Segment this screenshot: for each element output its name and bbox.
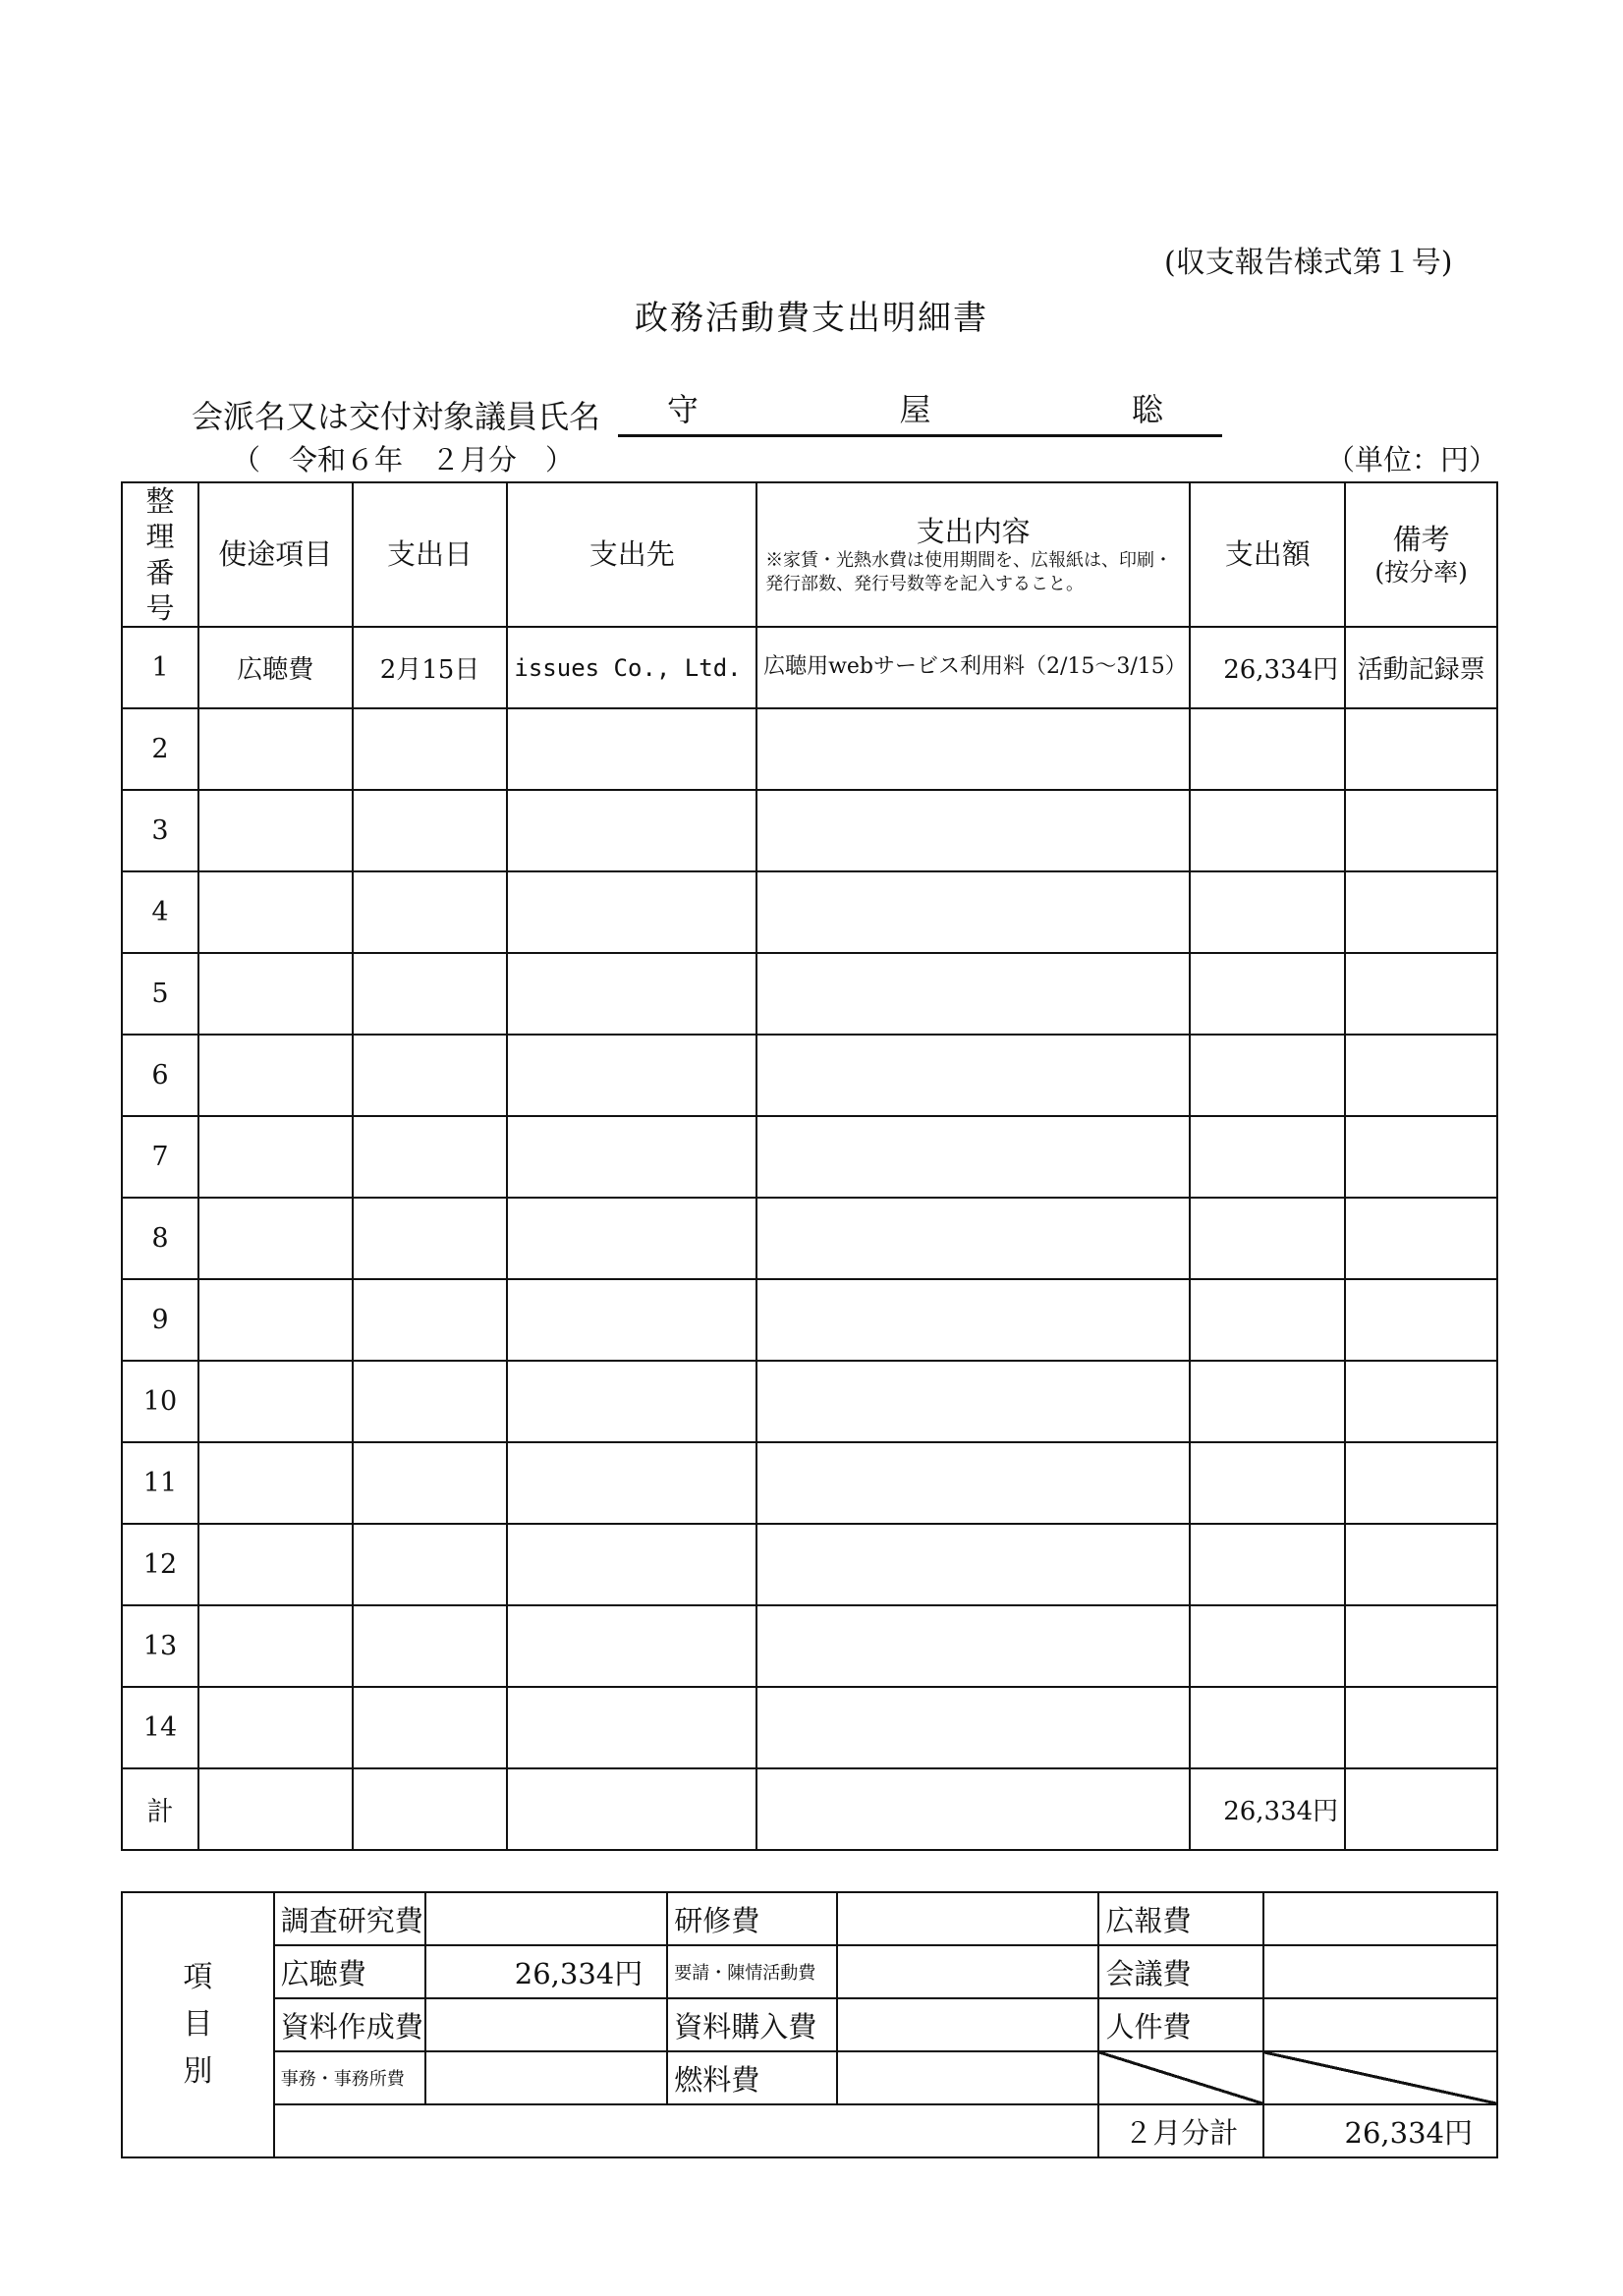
row-amount (1190, 1605, 1345, 1687)
total-empty (507, 1768, 756, 1850)
total-empty (756, 1768, 1190, 1850)
row-date (353, 708, 508, 790)
row-date (353, 1605, 508, 1687)
row-purpose (198, 1035, 353, 1116)
month-total-label: ２月分計 (1098, 2104, 1263, 2157)
row-remarks (1345, 1198, 1497, 1279)
summary-value (837, 1998, 1099, 2051)
row-purpose (198, 1279, 353, 1361)
header-content-title: 支出内容 (916, 514, 1031, 548)
row-remarks (1345, 1687, 1497, 1768)
member-name-char: 屋 (899, 391, 931, 428)
table-row (122, 1524, 1497, 1605)
row-amount (1190, 1198, 1345, 1279)
summary-crossed-cell (1098, 2051, 1263, 2104)
summary-label: 研修費 (667, 1892, 837, 1945)
row-remarks (1345, 1361, 1497, 1442)
table-row (122, 1116, 1497, 1198)
row-remarks (1345, 953, 1497, 1035)
row-purpose (198, 1605, 353, 1687)
row-date: 2月15日 (353, 627, 508, 708)
row-payee (507, 1687, 756, 1768)
table-row (122, 627, 1497, 708)
row-number: 1 (122, 627, 198, 708)
table-row (122, 1442, 1497, 1524)
row-date (353, 1116, 508, 1198)
row-content (756, 1524, 1190, 1605)
row-payee (507, 1524, 756, 1605)
total-empty (198, 1768, 353, 1850)
row-number: 10 (122, 1361, 198, 1442)
row-amount (1190, 1116, 1345, 1198)
total-amount: 26,334円 (1190, 1768, 1345, 1850)
summary-label: 資料購入費 (667, 1998, 837, 2051)
summary-value (837, 1945, 1099, 1998)
table-row (122, 953, 1497, 1035)
summary-value (425, 1892, 667, 1945)
row-remarks (1345, 1605, 1497, 1687)
summary-value (425, 2051, 667, 2104)
row-amount (1190, 1279, 1345, 1361)
summary-label: 人件費 (1098, 1998, 1263, 2051)
row-remarks (1345, 1035, 1497, 1116)
summary-label: 調査研究費 (274, 1892, 426, 1945)
table-row (122, 1198, 1497, 1279)
row-payee (507, 1198, 756, 1279)
row-number: 14 (122, 1687, 198, 1768)
header-remarks-sub: (按分率) (1374, 558, 1468, 587)
row-amount (1190, 1361, 1345, 1442)
row-content: 広聴用webサービス利用料（2/15～3/15） (756, 627, 1190, 708)
name-label: 会派名又は交付対象議員氏名 (192, 398, 601, 435)
row-date (353, 953, 508, 1035)
summary-blank-cell (274, 2104, 1099, 2157)
table-row (122, 871, 1497, 953)
header-amount: 支出額 (1190, 482, 1345, 627)
row-payee (507, 1279, 756, 1361)
unit-label: （単位：円） (1326, 443, 1498, 476)
summary-crossed-cell (1263, 2051, 1497, 2104)
row-purpose (198, 1524, 353, 1605)
row-payee (507, 953, 756, 1035)
row-number: 8 (122, 1198, 198, 1279)
row-amount (1190, 708, 1345, 790)
row-amount (1190, 1442, 1345, 1524)
document-title: 政務活動費支出明細書 (635, 299, 988, 338)
row-remarks (1345, 1524, 1497, 1605)
row-remarks: 活動記録票 (1345, 627, 1497, 708)
row-remarks (1345, 708, 1497, 790)
row-purpose (198, 708, 353, 790)
row-payee (507, 790, 756, 871)
row-date (353, 1198, 508, 1279)
header-payee: 支出先 (507, 482, 756, 627)
row-purpose (198, 871, 353, 953)
row-content (756, 1279, 1190, 1361)
total-label: 計 (122, 1768, 198, 1850)
row-payee: issues Co., Ltd. (507, 627, 756, 708)
summary-side-label: 項 目 別 (122, 1892, 274, 2157)
summary-value (425, 1998, 667, 2051)
row-content (756, 1116, 1190, 1198)
summary-value (1263, 1892, 1497, 1945)
row-number: 12 (122, 1524, 198, 1605)
row-amount: 26,334円 (1190, 627, 1345, 708)
row-date (353, 790, 508, 871)
header-date: 支出日 (353, 482, 508, 627)
row-remarks (1345, 871, 1497, 953)
row-content (756, 1035, 1190, 1116)
row-date (353, 1442, 508, 1524)
row-date (353, 1524, 508, 1605)
row-content (756, 1442, 1190, 1524)
row-remarks (1345, 1442, 1497, 1524)
row-content (756, 1605, 1190, 1687)
summary-value (1263, 1998, 1497, 2051)
row-content (756, 1687, 1190, 1768)
row-purpose (198, 953, 353, 1035)
row-purpose: 広聴費 (198, 627, 353, 708)
summary-label: 資料作成費 (274, 1998, 426, 2051)
row-purpose (198, 1116, 353, 1198)
table-row (122, 1687, 1497, 1768)
report-period: （ 令和６年 ２月分 ） (232, 443, 575, 476)
row-amount (1190, 953, 1345, 1035)
row-payee (507, 1605, 756, 1687)
summary-value (1263, 1945, 1497, 1998)
row-payee (507, 708, 756, 790)
row-remarks (1345, 790, 1497, 871)
summary-label: 燃料費 (667, 2051, 837, 2104)
table-row (122, 790, 1497, 871)
row-date (353, 1279, 508, 1361)
header-remarks: 備考 (按分率) (1345, 482, 1497, 627)
row-number: 9 (122, 1279, 198, 1361)
row-date (353, 1361, 508, 1442)
row-amount (1190, 1524, 1345, 1605)
summary-label: 広報費 (1098, 1892, 1263, 1945)
total-empty (353, 1768, 508, 1850)
row-purpose (198, 790, 353, 871)
row-number: 7 (122, 1116, 198, 1198)
total-row (122, 1768, 1497, 1850)
header-content-note: ※家賃・光熱水費は使用期間を、広報紙は、印刷・発行部数、発行号数等を記入すること。 (765, 550, 1173, 594)
row-amount (1190, 1687, 1345, 1768)
row-number: 2 (122, 708, 198, 790)
row-number: 11 (122, 1442, 198, 1524)
row-content (756, 953, 1190, 1035)
row-payee (507, 1035, 756, 1116)
row-remarks (1345, 1116, 1497, 1198)
row-content (756, 790, 1190, 871)
table-row (122, 1605, 1497, 1687)
summary-value (837, 2051, 1099, 2104)
row-amount (1190, 790, 1345, 871)
member-name-field (618, 385, 1222, 437)
row-amount (1190, 871, 1345, 953)
summary-label: 要請・陳情活動費 (667, 1945, 837, 1998)
row-date (353, 871, 508, 953)
row-number: 3 (122, 790, 198, 871)
row-purpose (198, 1361, 353, 1442)
row-content (756, 708, 1190, 790)
row-payee (507, 1442, 756, 1524)
header-purpose: 使途項目 (198, 482, 353, 627)
row-payee (507, 1116, 756, 1198)
row-number: 4 (122, 871, 198, 953)
row-remarks (1345, 1279, 1497, 1361)
row-date (353, 1687, 508, 1768)
form-number-label: (収支報告様式第１号) (1164, 246, 1453, 280)
row-content (756, 1198, 1190, 1279)
summary-label: 広聴費 (274, 1945, 426, 1998)
row-number: 6 (122, 1035, 198, 1116)
row-number: 5 (122, 953, 198, 1035)
summary-label: 会議費 (1098, 1945, 1263, 1998)
table-header-row (122, 482, 1497, 627)
row-purpose (198, 1442, 353, 1524)
row-content (756, 871, 1190, 953)
name-row (192, 385, 1222, 437)
header-content (756, 482, 1190, 627)
row-payee (507, 1361, 756, 1442)
member-name-char: 聡 (1131, 391, 1163, 428)
row-amount (1190, 1035, 1345, 1116)
table-row (122, 1035, 1497, 1116)
row-content (756, 1361, 1190, 1442)
summary-value (837, 1892, 1099, 1945)
expense-detail-table (121, 481, 1498, 1851)
row-number: 13 (122, 1605, 198, 1687)
table-row (122, 708, 1497, 790)
summary-value: 26,334円 (425, 1945, 667, 1998)
category-summary-table (121, 1891, 1498, 2158)
summary-label: 事務・事務所費 (274, 2051, 426, 2104)
row-date (353, 1035, 508, 1116)
row-purpose (198, 1198, 353, 1279)
table-row (122, 1361, 1497, 1442)
header-no: 整理番号 (122, 482, 198, 627)
table-row (122, 1279, 1497, 1361)
row-payee (507, 871, 756, 953)
total-empty (1345, 1768, 1497, 1850)
member-name-char: 守 (667, 391, 700, 428)
row-purpose (198, 1687, 353, 1768)
month-total-value: 26,334円 (1263, 2104, 1497, 2157)
